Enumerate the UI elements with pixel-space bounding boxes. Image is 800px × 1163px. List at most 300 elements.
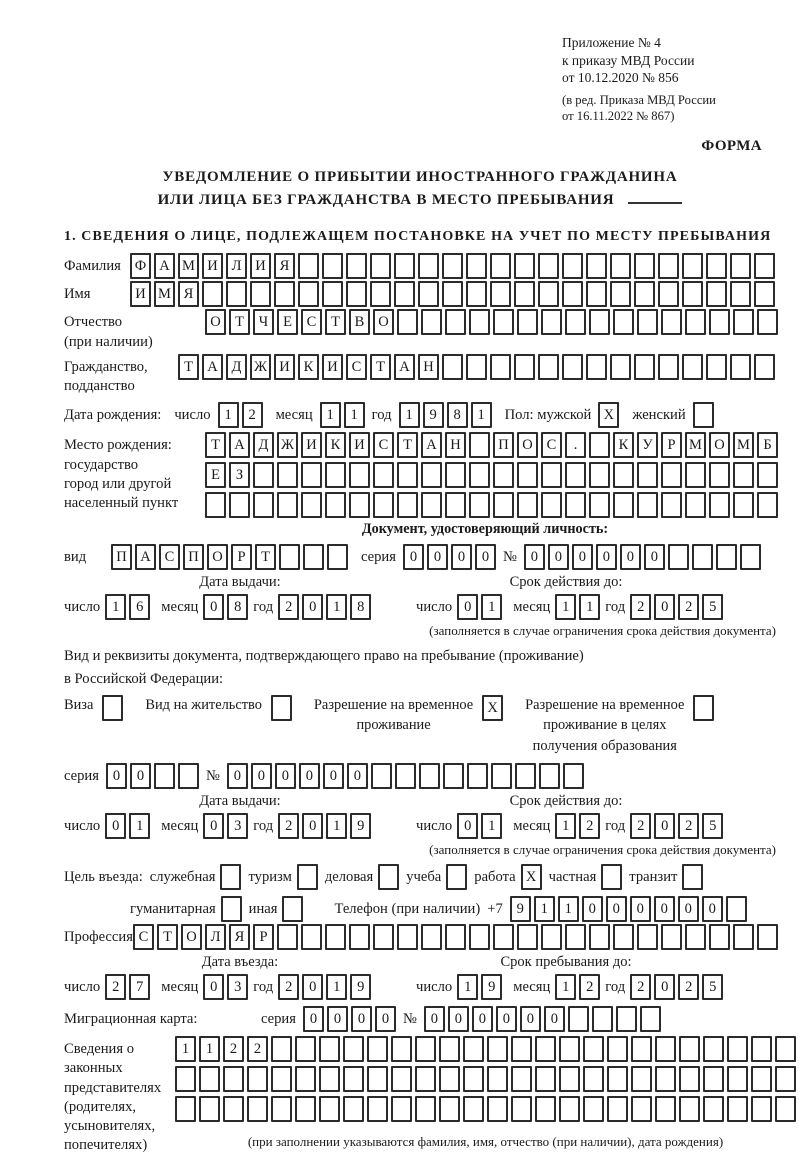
- char-cell[interactable]: 2: [630, 594, 651, 620]
- char-cell[interactable]: [199, 1096, 220, 1122]
- char-cell[interactable]: [757, 924, 778, 950]
- char-cell[interactable]: 3: [227, 813, 248, 839]
- residence-series-cells[interactable]: [106, 763, 199, 789]
- char-cell[interactable]: [661, 462, 682, 488]
- char-cell[interactable]: [397, 309, 418, 335]
- purpose-business-checkbox[interactable]: [378, 864, 399, 890]
- char-cell[interactable]: [601, 864, 622, 890]
- char-cell[interactable]: [487, 1096, 508, 1122]
- char-cell[interactable]: 0: [678, 896, 699, 922]
- char-cell[interactable]: [562, 281, 583, 307]
- char-cell[interactable]: 0: [302, 813, 323, 839]
- char-cell[interactable]: [706, 253, 727, 279]
- char-cell[interactable]: К: [298, 354, 319, 380]
- identity-expiry-year-cells[interactable]: [630, 594, 723, 620]
- char-cell[interactable]: [511, 1036, 532, 1062]
- char-cell[interactable]: Я: [229, 924, 250, 950]
- char-cell[interactable]: 0: [524, 544, 545, 570]
- char-cell[interactable]: 0: [105, 813, 126, 839]
- char-cell[interactable]: [634, 281, 655, 307]
- char-cell[interactable]: [703, 1066, 724, 1092]
- char-cell[interactable]: 1: [199, 1036, 220, 1062]
- char-cell[interactable]: [679, 1096, 700, 1122]
- char-cell[interactable]: [277, 462, 298, 488]
- char-cell[interactable]: М: [178, 253, 199, 279]
- char-cell[interactable]: [535, 1036, 556, 1062]
- char-cell[interactable]: К: [613, 432, 634, 458]
- char-cell[interactable]: [515, 763, 536, 789]
- char-cell[interactable]: [751, 1036, 772, 1062]
- char-cell[interactable]: [271, 1036, 292, 1062]
- char-cell[interactable]: [421, 309, 442, 335]
- char-cell[interactable]: [586, 253, 607, 279]
- char-cell[interactable]: 2: [247, 1036, 268, 1062]
- char-cell[interactable]: [565, 924, 586, 950]
- char-cell[interactable]: 1: [320, 402, 341, 428]
- char-cell[interactable]: 0: [702, 896, 723, 922]
- char-cell[interactable]: [682, 253, 703, 279]
- char-cell[interactable]: [562, 253, 583, 279]
- birth-day-cells[interactable]: [218, 402, 263, 428]
- option-temporary-residence-checkbox[interactable]: [482, 695, 503, 721]
- char-cell[interactable]: [493, 924, 514, 950]
- char-cell[interactable]: [298, 253, 319, 279]
- char-cell[interactable]: [220, 864, 241, 890]
- char-cell[interactable]: [613, 309, 634, 335]
- char-cell[interactable]: 0: [548, 544, 569, 570]
- char-cell[interactable]: [538, 253, 559, 279]
- identity-kind-cells[interactable]: [111, 544, 348, 570]
- char-cell[interactable]: [511, 1066, 532, 1092]
- char-cell[interactable]: [757, 309, 778, 335]
- char-cell[interactable]: [775, 1096, 796, 1122]
- char-cell[interactable]: [349, 924, 370, 950]
- char-cell[interactable]: [586, 281, 607, 307]
- char-cell[interactable]: Я: [178, 281, 199, 307]
- citizenship-cells[interactable]: [178, 354, 775, 380]
- char-cell[interactable]: [613, 492, 634, 518]
- char-cell[interactable]: [568, 1006, 589, 1032]
- char-cell[interactable]: 1: [481, 594, 502, 620]
- char-cell[interactable]: [592, 1006, 613, 1032]
- char-cell[interactable]: М: [154, 281, 175, 307]
- char-cell[interactable]: Т: [255, 544, 276, 570]
- char-cell[interactable]: 5: [702, 974, 723, 1000]
- char-cell[interactable]: [517, 924, 538, 950]
- char-cell[interactable]: 0: [496, 1006, 517, 1032]
- char-cell[interactable]: [610, 281, 631, 307]
- profession-cells[interactable]: [133, 924, 778, 950]
- char-cell[interactable]: [282, 896, 303, 922]
- char-cell[interactable]: [247, 1066, 268, 1092]
- char-cell[interactable]: [565, 462, 586, 488]
- char-cell[interactable]: [491, 763, 512, 789]
- char-cell[interactable]: Т: [370, 354, 391, 380]
- char-cell[interactable]: 0: [457, 594, 478, 620]
- char-cell[interactable]: [442, 354, 463, 380]
- char-cell[interactable]: Т: [397, 432, 418, 458]
- char-cell[interactable]: [539, 763, 560, 789]
- char-cell[interactable]: [613, 924, 634, 950]
- char-cell[interactable]: [367, 1096, 388, 1122]
- char-cell[interactable]: [541, 309, 562, 335]
- char-cell[interactable]: [511, 1096, 532, 1122]
- char-cell[interactable]: Т: [229, 309, 250, 335]
- char-cell[interactable]: П: [493, 432, 514, 458]
- char-cell[interactable]: [693, 695, 714, 721]
- char-cell[interactable]: [634, 354, 655, 380]
- char-cell[interactable]: А: [202, 354, 223, 380]
- char-cell[interactable]: [538, 281, 559, 307]
- char-cell[interactable]: X: [598, 402, 619, 428]
- char-cell[interactable]: [319, 1036, 340, 1062]
- char-cell[interactable]: [277, 924, 298, 950]
- char-cell[interactable]: 0: [351, 1006, 372, 1032]
- char-cell[interactable]: А: [421, 432, 442, 458]
- char-cell[interactable]: [469, 492, 490, 518]
- char-cell[interactable]: [583, 1096, 604, 1122]
- char-cell[interactable]: [613, 462, 634, 488]
- migration-number-cells[interactable]: [424, 1006, 661, 1032]
- char-cell[interactable]: 0: [644, 544, 665, 570]
- char-cell[interactable]: [397, 462, 418, 488]
- char-cell[interactable]: [415, 1096, 436, 1122]
- char-cell[interactable]: [343, 1066, 364, 1092]
- char-cell[interactable]: [466, 281, 487, 307]
- char-cell[interactable]: [514, 253, 535, 279]
- char-cell[interactable]: Н: [445, 432, 466, 458]
- char-cell[interactable]: [301, 492, 322, 518]
- char-cell[interactable]: Н: [418, 354, 439, 380]
- char-cell[interactable]: [679, 1066, 700, 1092]
- char-cell[interactable]: [301, 924, 322, 950]
- char-cell[interactable]: [733, 462, 754, 488]
- char-cell[interactable]: [730, 253, 751, 279]
- char-cell[interactable]: 9: [481, 974, 502, 1000]
- char-cell[interactable]: И: [130, 281, 151, 307]
- char-cell[interactable]: [733, 309, 754, 335]
- char-cell[interactable]: [391, 1096, 412, 1122]
- char-cell[interactable]: С: [373, 432, 394, 458]
- char-cell[interactable]: [490, 253, 511, 279]
- char-cell[interactable]: [445, 924, 466, 950]
- char-cell[interactable]: [727, 1096, 748, 1122]
- char-cell[interactable]: [346, 281, 367, 307]
- char-cell[interactable]: 0: [251, 763, 272, 789]
- option-temporary-residence-education-checkbox[interactable]: [693, 695, 714, 721]
- char-cell[interactable]: X: [521, 864, 542, 890]
- char-cell[interactable]: [298, 281, 319, 307]
- char-cell[interactable]: [716, 544, 737, 570]
- char-cell[interactable]: [297, 864, 318, 890]
- char-cell[interactable]: Б: [757, 432, 778, 458]
- char-cell[interactable]: [319, 1096, 340, 1122]
- char-cell[interactable]: 1: [218, 402, 239, 428]
- char-cell[interactable]: 0: [654, 974, 675, 1000]
- char-cell[interactable]: [757, 462, 778, 488]
- char-cell[interactable]: 2: [678, 594, 699, 620]
- char-cell[interactable]: 0: [451, 544, 472, 570]
- char-cell[interactable]: 8: [350, 594, 371, 620]
- char-cell[interactable]: И: [250, 253, 271, 279]
- char-cell[interactable]: 0: [596, 544, 617, 570]
- char-cell[interactable]: О: [181, 924, 202, 950]
- char-cell[interactable]: [415, 1036, 436, 1062]
- char-cell[interactable]: [443, 763, 464, 789]
- char-cell[interactable]: С: [133, 924, 154, 950]
- char-cell[interactable]: .: [565, 432, 586, 458]
- birth-place-cells-row-1[interactable]: [205, 432, 778, 458]
- char-cell[interactable]: [223, 1066, 244, 1092]
- char-cell[interactable]: 5: [702, 813, 723, 839]
- char-cell[interactable]: [692, 544, 713, 570]
- char-cell[interactable]: Д: [253, 432, 274, 458]
- char-cell[interactable]: [493, 462, 514, 488]
- char-cell[interactable]: 2: [223, 1036, 244, 1062]
- char-cell[interactable]: [226, 281, 247, 307]
- stay-year-cells[interactable]: [630, 974, 723, 1000]
- char-cell[interactable]: [583, 1036, 604, 1062]
- char-cell[interactable]: Л: [226, 253, 247, 279]
- char-cell[interactable]: 0: [654, 896, 675, 922]
- char-cell[interactable]: [325, 924, 346, 950]
- char-cell[interactable]: О: [373, 309, 394, 335]
- char-cell[interactable]: [517, 309, 538, 335]
- char-cell[interactable]: Я: [274, 253, 295, 279]
- char-cell[interactable]: [541, 492, 562, 518]
- char-cell[interactable]: [371, 763, 392, 789]
- char-cell[interactable]: [463, 1066, 484, 1092]
- char-cell[interactable]: [469, 432, 490, 458]
- char-cell[interactable]: [373, 924, 394, 950]
- char-cell[interactable]: С: [346, 354, 367, 380]
- char-cell[interactable]: [517, 462, 538, 488]
- char-cell[interactable]: [205, 492, 226, 518]
- char-cell[interactable]: О: [517, 432, 538, 458]
- char-cell[interactable]: И: [322, 354, 343, 380]
- char-cell[interactable]: [740, 544, 761, 570]
- char-cell[interactable]: [373, 462, 394, 488]
- char-cell[interactable]: [709, 924, 730, 950]
- char-cell[interactable]: Ф: [130, 253, 151, 279]
- char-cell[interactable]: Т: [157, 924, 178, 950]
- char-cell[interactable]: О: [709, 432, 730, 458]
- char-cell[interactable]: Ч: [253, 309, 274, 335]
- entry-month-cells[interactable]: [203, 974, 248, 1000]
- char-cell[interactable]: [319, 1066, 340, 1092]
- char-cell[interactable]: О: [205, 309, 226, 335]
- char-cell[interactable]: 0: [130, 763, 151, 789]
- char-cell[interactable]: 5: [702, 594, 723, 620]
- char-cell[interactable]: [751, 1066, 772, 1092]
- char-cell[interactable]: А: [229, 432, 250, 458]
- char-cell[interactable]: [583, 1066, 604, 1092]
- residence-expiry-day-cells[interactable]: [457, 813, 502, 839]
- char-cell[interactable]: 0: [227, 763, 248, 789]
- char-cell[interactable]: [727, 1036, 748, 1062]
- sex-female-checkbox[interactable]: [693, 402, 714, 428]
- char-cell[interactable]: 0: [424, 1006, 445, 1032]
- char-cell[interactable]: 0: [203, 813, 224, 839]
- char-cell[interactable]: [229, 492, 250, 518]
- char-cell[interactable]: [295, 1066, 316, 1092]
- char-cell[interactable]: 0: [299, 763, 320, 789]
- char-cell[interactable]: [685, 492, 706, 518]
- representatives-cells-row-3[interactable]: [175, 1096, 796, 1122]
- char-cell[interactable]: Р: [253, 924, 274, 950]
- char-cell[interactable]: [343, 1096, 364, 1122]
- char-cell[interactable]: [419, 763, 440, 789]
- char-cell[interactable]: [535, 1066, 556, 1092]
- char-cell[interactable]: [631, 1066, 652, 1092]
- char-cell[interactable]: [487, 1066, 508, 1092]
- char-cell[interactable]: 0: [582, 896, 603, 922]
- char-cell[interactable]: С: [301, 309, 322, 335]
- char-cell[interactable]: [640, 1006, 661, 1032]
- char-cell[interactable]: [754, 354, 775, 380]
- char-cell[interactable]: [421, 492, 442, 518]
- representatives-cells-row-1[interactable]: [175, 1036, 796, 1062]
- char-cell[interactable]: [610, 253, 631, 279]
- char-cell[interactable]: [394, 253, 415, 279]
- identity-issue-month-cells[interactable]: [203, 594, 248, 620]
- char-cell[interactable]: О: [207, 544, 228, 570]
- char-cell[interactable]: [607, 1066, 628, 1092]
- char-cell[interactable]: [295, 1096, 316, 1122]
- char-cell[interactable]: П: [183, 544, 204, 570]
- char-cell[interactable]: [703, 1096, 724, 1122]
- sex-male-checkbox[interactable]: [598, 402, 619, 428]
- char-cell[interactable]: [754, 253, 775, 279]
- char-cell[interactable]: А: [135, 544, 156, 570]
- char-cell[interactable]: 0: [203, 974, 224, 1000]
- entry-day-cells[interactable]: [105, 974, 150, 1000]
- char-cell[interactable]: 1: [326, 594, 347, 620]
- char-cell[interactable]: 1: [326, 974, 347, 1000]
- char-cell[interactable]: 0: [472, 1006, 493, 1032]
- char-cell[interactable]: [679, 1036, 700, 1062]
- char-cell[interactable]: [706, 281, 727, 307]
- char-cell[interactable]: [616, 1006, 637, 1032]
- identity-expiry-day-cells[interactable]: [457, 594, 502, 620]
- char-cell[interactable]: [445, 462, 466, 488]
- char-cell[interactable]: [178, 763, 199, 789]
- char-cell[interactable]: [445, 492, 466, 518]
- char-cell[interactable]: [439, 1066, 460, 1092]
- char-cell[interactable]: С: [541, 432, 562, 458]
- char-cell[interactable]: [279, 544, 300, 570]
- char-cell[interactable]: X: [482, 695, 503, 721]
- char-cell[interactable]: З: [229, 462, 250, 488]
- char-cell[interactable]: [517, 492, 538, 518]
- char-cell[interactable]: 0: [630, 896, 651, 922]
- char-cell[interactable]: [327, 544, 348, 570]
- char-cell[interactable]: [442, 281, 463, 307]
- char-cell[interactable]: 3: [227, 974, 248, 1000]
- char-cell[interactable]: [469, 309, 490, 335]
- char-cell[interactable]: В: [349, 309, 370, 335]
- char-cell[interactable]: [199, 1066, 220, 1092]
- char-cell[interactable]: [565, 309, 586, 335]
- char-cell[interactable]: [221, 896, 242, 922]
- birth-year-cells[interactable]: [399, 402, 492, 428]
- purpose-study-checkbox[interactable]: [446, 864, 467, 890]
- char-cell[interactable]: [394, 281, 415, 307]
- char-cell[interactable]: [589, 462, 610, 488]
- char-cell[interactable]: 1: [129, 813, 150, 839]
- char-cell[interactable]: 0: [427, 544, 448, 570]
- firstname-cells[interactable]: [130, 281, 775, 307]
- char-cell[interactable]: [418, 281, 439, 307]
- char-cell[interactable]: Р: [661, 432, 682, 458]
- title-blank-underline[interactable]: [628, 188, 682, 204]
- char-cell[interactable]: [445, 309, 466, 335]
- char-cell[interactable]: [421, 924, 442, 950]
- char-cell[interactable]: [397, 924, 418, 950]
- char-cell[interactable]: 2: [630, 813, 651, 839]
- char-cell[interactable]: [463, 1096, 484, 1122]
- char-cell[interactable]: 2: [579, 974, 600, 1000]
- char-cell[interactable]: [682, 281, 703, 307]
- char-cell[interactable]: [295, 1036, 316, 1062]
- char-cell[interactable]: К: [325, 432, 346, 458]
- char-cell[interactable]: 1: [555, 594, 576, 620]
- char-cell[interactable]: 0: [323, 763, 344, 789]
- char-cell[interactable]: [391, 1036, 412, 1062]
- char-cell[interactable]: Т: [325, 309, 346, 335]
- char-cell[interactable]: [446, 864, 467, 890]
- char-cell[interactable]: 0: [302, 974, 323, 1000]
- char-cell[interactable]: [726, 896, 747, 922]
- char-cell[interactable]: [514, 354, 535, 380]
- char-cell[interactable]: [253, 462, 274, 488]
- char-cell[interactable]: 0: [448, 1006, 469, 1032]
- char-cell[interactable]: [634, 253, 655, 279]
- char-cell[interactable]: [271, 1096, 292, 1122]
- char-cell[interactable]: [703, 1036, 724, 1062]
- char-cell[interactable]: Д: [226, 354, 247, 380]
- char-cell[interactable]: [175, 1066, 196, 1092]
- residence-expiry-year-cells[interactable]: [630, 813, 723, 839]
- char-cell[interactable]: А: [154, 253, 175, 279]
- char-cell[interactable]: [322, 281, 343, 307]
- char-cell[interactable]: [490, 281, 511, 307]
- char-cell[interactable]: 1: [579, 594, 600, 620]
- char-cell[interactable]: А: [394, 354, 415, 380]
- stay-day-cells[interactable]: [457, 974, 502, 1000]
- char-cell[interactable]: [378, 864, 399, 890]
- char-cell[interactable]: [610, 354, 631, 380]
- char-cell[interactable]: [637, 924, 658, 950]
- char-cell[interactable]: [631, 1096, 652, 1122]
- char-cell[interactable]: 2: [678, 813, 699, 839]
- char-cell[interactable]: [325, 462, 346, 488]
- char-cell[interactable]: [395, 763, 416, 789]
- residence-number-cells[interactable]: [227, 763, 584, 789]
- char-cell[interactable]: [493, 492, 514, 518]
- char-cell[interactable]: [541, 924, 562, 950]
- purpose-humanitarian-checkbox[interactable]: [221, 896, 242, 922]
- char-cell[interactable]: [421, 462, 442, 488]
- char-cell[interactable]: [349, 492, 370, 518]
- identity-issue-year-cells[interactable]: [278, 594, 371, 620]
- char-cell[interactable]: У: [637, 432, 658, 458]
- char-cell[interactable]: 2: [579, 813, 600, 839]
- char-cell[interactable]: 8: [227, 594, 248, 620]
- char-cell[interactable]: 9: [350, 813, 371, 839]
- char-cell[interactable]: 9: [423, 402, 444, 428]
- char-cell[interactable]: 0: [303, 1006, 324, 1032]
